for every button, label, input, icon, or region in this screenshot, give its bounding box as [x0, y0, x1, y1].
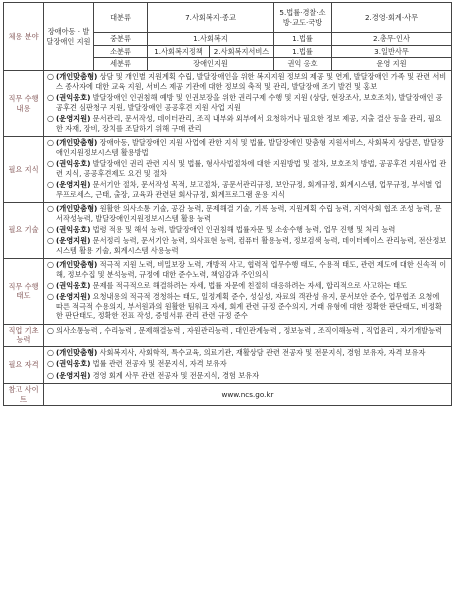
circle-bullet-icon: ○	[47, 292, 54, 302]
circle-bullet-icon: ○	[47, 359, 54, 369]
category-tag: ( 운영지원 )	[56, 114, 90, 123]
item-text: 원활한 의사소통 기술, 공감 능력, 문제해결 기술, 기록 능력, 지원계획 수립 능력, 지역사회 협조 조성 능력, 문서작성능력, 발달장애인지원정보시스템 활용 능력	[56, 203, 442, 223]
class-value: 1.법률	[274, 33, 332, 46]
basic-item: 직업윤리	[365, 325, 394, 335]
category-tag: ( 개인맞춤형 )	[56, 260, 97, 269]
item-text: 경영 회계 사무 관련 전공자 및 전문지식, 경험 보유자	[92, 370, 260, 380]
item-text: 문제를 적극적으로 해결하려는 자세, 법률 자문에 친절히 대응하려는 자세, 합리적으로 사고하는 태도	[92, 280, 408, 290]
class-value: 장애인지원	[148, 58, 274, 71]
category-tag: ( 권익옹호 )	[56, 359, 90, 368]
item-text: 발달장애인 인권침해 예방 및 인권보장을 위한 권리구제 수행 및 지원 (상담, 현장조사, 보호조치), 발달장애인 공공후견 심판청구 지원, 발달장애인 공공후견 지원 사업 지원	[56, 93, 443, 112]
class-value: 운영 지원	[332, 58, 452, 71]
item-text: 법률 관련 전공자 및 전문지식, 자격 보유자	[92, 359, 227, 369]
item-text: 요청내용의 적극적 경청하는 태도, 일정계획 준수, 성실성, 자료의 객관성 유지, 문서보안 준수, 업무협조 요청에 따른 적극적 수용의지, 부서원과의 원활한 팀워크 자세, 회계 관련 규정 준수의지, 거래 유형에 대한 정확한 판단태도, 비정확한 판단태도, 정확한 전표 작성, 증빙서류 관리 관련 규정 준수	[56, 292, 442, 321]
area-label: 체용 분야	[4, 3, 44, 71]
attitude-content	[44, 258, 452, 324]
site-url[interactable]: www.ncs.go.kr	[44, 383, 452, 405]
duty-row	[4, 71, 452, 137]
item-text: 상담 및 개인별 지원계획 수립, 발달장애인을 위한 복지지원 정보의 제공 및 연계, 발달장애인 가족 및 관련 서비스 종사자에 대한 교육 지원, 서비스 제공 기관에 대한 정보의 축적 및 관리, 발달장애 조기 발견 및 홍보	[56, 72, 447, 91]
class-value: 3.일반사무	[332, 45, 452, 58]
category-tag: ( 권익옹호 )	[56, 225, 90, 234]
list-item	[47, 359, 448, 369]
class-key: 소분류	[94, 45, 148, 58]
class-value: 권익 옹호	[274, 58, 332, 71]
class-value: 2.총무·인사	[332, 33, 452, 46]
circle-bullet-icon: ○	[47, 179, 54, 189]
category-tag: ( 운영지원 )	[56, 371, 90, 380]
list-item	[47, 138, 448, 157]
basic-row	[4, 324, 452, 346]
item-text: 사회복지사, 사회학적, 특수교육, 의료기관, 재활상담 관련 전공자 및 전문지식, 경험 보유자, 자격 보유자	[99, 348, 426, 358]
category-tag: ( 권익옹호 )	[56, 159, 90, 168]
cert-content	[44, 347, 452, 384]
list-item	[47, 93, 448, 112]
list-item	[47, 236, 448, 255]
site-row	[4, 383, 452, 405]
list-item	[47, 114, 448, 133]
circle-bullet-icon: ○	[47, 235, 54, 245]
class-key: 대분류	[94, 3, 148, 33]
basic-item: 자기개발능력	[400, 325, 442, 335]
circle-bullet-icon: ○	[47, 72, 54, 82]
class-value: 2.사회복지서비스	[210, 45, 274, 58]
list-item	[47, 281, 448, 291]
duty-label: 직무 수행 내용	[4, 71, 44, 137]
list-item	[47, 371, 448, 381]
list-item	[47, 159, 448, 178]
category-tag: ( 운영지원 )	[56, 180, 90, 189]
category-tag: ( 권익옹호 )	[56, 93, 90, 102]
circle-bullet-icon: ○	[47, 259, 54, 269]
category-tag: ( 개인맞춤형 )	[56, 138, 97, 147]
item-text: 문서관리, 문서작성, 데이터관리, 조직 내부와 외부에서 요청하거나 필요한 정보 제공, 지출 결산 등을 관리, 필요한 자재, 장비, 장치를 조달하기 위해 구매 관리	[56, 114, 442, 133]
duty-content	[44, 71, 452, 137]
field-name: 장애아동 · 발달장애인 지원	[44, 3, 94, 71]
item-text: 문서정리 능력, 문서기안 능력, 의사표현 능력, 컴퓨터 활용능력, 정보검색 능력, 데이터베이스 관리능력, 전산정보시스템 활용 기술, 회계시스템 사용능력	[56, 235, 447, 255]
skill-row	[4, 202, 452, 258]
knowledge-content	[44, 136, 452, 202]
circle-bullet-icon: ○	[47, 203, 54, 213]
item-text: 발달장애인 권리 관련 지식 및 법률, 형사사법절차에 대한 지원방법 및 절차, 보호조치 방법, 공공후견 지원사업 관련 지식, 공공후견제도 요건 및 절차	[56, 158, 447, 178]
class-key: 중분류	[94, 33, 148, 46]
list-item	[47, 260, 448, 279]
circle-bullet-icon: ○	[47, 348, 54, 358]
item-text: 장애아동, 발달장애인 지원 사업에 관한 지식 및 법률, 발달장애인 맞춤형 지원서비스, 사회복지 상담론, 발달장애인지원정보시스템 활용방법	[56, 137, 444, 157]
list-item: ○ 의사소통능력 , 수리능력 , 문제해결능력 , 자원관리능력 , 대인관계능력 , 정보능력 , 조직이해능력 , 직업윤리 , 자기개발능력	[47, 325, 442, 335]
list-item	[47, 204, 448, 223]
item-text: 법령 적용 및 해석 능력, 발달장애인 인권침해 법률자문 및 소송수행 능력, 업무 진행 및 처리 능력	[92, 224, 396, 234]
class-value: 1.사회복지정책	[148, 45, 210, 58]
basic-item: 문제해결능력	[138, 325, 181, 335]
class-value: 5.법률·경찰·소방·교도·국방	[274, 3, 332, 33]
circle-bullet-icon: ○	[47, 325, 54, 335]
list-item	[47, 225, 448, 235]
attitude-row	[4, 258, 452, 324]
site-label: 참고 사이트	[4, 383, 44, 405]
field-row-major	[4, 3, 452, 33]
item-text: 적극적 지원 노력, 비밀보장 노력, 개방적 사고, 협력적 업무수행 태도, 수용적 태도, 관련 제도에 대한 신속적 이해, 정보수집 및 분석능력, 규정에 대한 준수노력, 책임감과 주인의식	[56, 259, 447, 279]
class-value: 1.법률	[274, 45, 332, 58]
basic-item: 조직이해능력	[317, 325, 360, 335]
category-tag: ( 개인맞춤형 )	[56, 204, 97, 213]
circle-bullet-icon: ○	[47, 280, 54, 290]
basic-item: 의사소통능력	[56, 325, 98, 335]
skill-label: 필요 기술	[4, 202, 44, 258]
circle-bullet-icon: ○	[47, 114, 54, 124]
basic-item: 자원관리능력	[186, 325, 229, 335]
attitude-label: 직무 수행 태도	[4, 258, 44, 324]
list-item	[47, 180, 448, 199]
skill-content	[44, 202, 452, 258]
category-tag: ( 운영지원 )	[56, 236, 90, 245]
circle-bullet-icon: ○	[47, 137, 54, 147]
class-value: 2.경영·회계·사무	[332, 3, 452, 33]
item-text: 문서기안 절차, 문서작성 목적, 보고절차, 공문서관리규정, 보안규정, 회계규정, 회계시스템, 업무규정, 부서별 업무프로세스, 근태, 출장, 교육과 관련된 회사규정, 회계프로그램 운용 지식	[56, 179, 442, 199]
category-tag: ( 개인맞춤형 )	[56, 348, 97, 357]
category-tag: ( 운영지원 )	[56, 292, 90, 301]
category-tag: ( 권익옹호 )	[56, 281, 90, 290]
ncs-job-description-table	[3, 2, 452, 406]
circle-bullet-icon: ○	[47, 370, 54, 380]
knowledge-row	[4, 136, 452, 202]
circle-bullet-icon: ○	[47, 93, 54, 103]
basic-item: 정보능력	[283, 325, 312, 335]
list-item	[47, 292, 448, 321]
cert-row	[4, 347, 452, 384]
basic-content	[44, 324, 452, 346]
knowledge-label: 필요 지식	[4, 136, 44, 202]
list-item	[47, 72, 448, 91]
basic-item: 수리능력	[104, 325, 133, 335]
class-key: 세분류	[94, 58, 148, 71]
circle-bullet-icon: ○	[47, 158, 54, 168]
category-tag: ( 개인맞춤형 )	[56, 72, 97, 81]
basic-item: 대인관계능력	[235, 325, 277, 335]
cert-label: 필요 자격	[4, 347, 44, 384]
circle-bullet-icon: ○	[47, 224, 54, 234]
class-value: 7.사회복지·종교	[148, 3, 274, 33]
class-value: 1.사회복지	[148, 33, 274, 46]
basic-label: 직업 기초 능력	[4, 324, 44, 346]
list-item	[47, 348, 448, 358]
